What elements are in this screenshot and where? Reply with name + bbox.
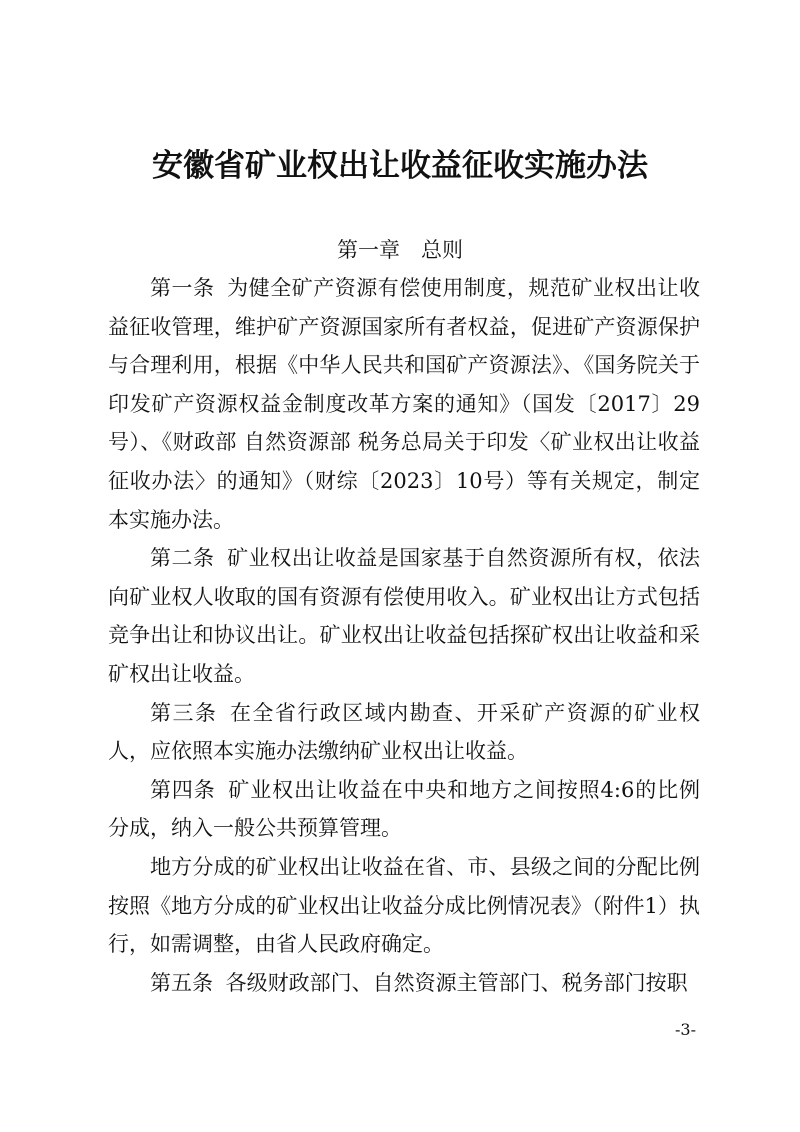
article-paragraph — [108, 964, 700, 1003]
article-number: 第二条 — [150, 546, 215, 571]
document-body — [108, 269, 700, 1002]
article-text: 为健全矿产资源有偿使用制度，规范矿业权出让收益征收管理，维护矿产资源国家所有者权益，促进矿产资源保护与合理利用，根据《中华人民共和国矿产资源法》、《国务院关于印发矿产资源权益金制度改革方案的通知》（国发〔2017〕29号）、《财政部 自然资源部 税务总局关于印发〈矿业权出让收益征收办法〉的通知》（财综〔2023〕10号）等有关规定，制定本实施办法。 — [108, 276, 701, 532]
chapter-heading: 第一章 总则 — [337, 238, 463, 262]
article-text: 各级财政部门、自然资源主管部门、税务部门按职 — [225, 970, 688, 995]
article-text: 在全省行政区域内勘查、开采矿产资源的矿业权人，应依照本实施办法缴纳矿业权出让收益。 — [108, 700, 701, 764]
article-number: 第三条 — [150, 700, 218, 725]
article-paragraph — [108, 771, 700, 848]
article-text: 矿业权出让收益在中央和地方之间按照4:6的比例分成，纳入一般公共预算管理。 — [108, 777, 701, 841]
article-text: 矿业权出让收益是国家基于自然资源所有权，依法向矿业权人收取的国有资源有偿使用收入。矿业权出让方式包括竞争出让和协议出让。矿业权出让收益包括探矿权出让收益和采矿权出让收益。 — [108, 546, 701, 686]
article-paragraph — [108, 269, 700, 539]
article-paragraph — [108, 539, 700, 693]
page-number: -3- — [675, 1020, 696, 1039]
continuation-paragraph — [108, 848, 700, 964]
article-paragraph — [108, 694, 700, 771]
paragraph-text: 地方分成的矿业权出让收益在省、市、县级之间的分配比例按照《地方分成的矿业权出让收益分成比例情况表》（附件1）执行，如需调整，由省人民政府确定。 — [108, 854, 700, 957]
article-number: 第四条 — [150, 777, 216, 802]
article-number: 第五条 — [150, 970, 213, 995]
article-number: 第一条 — [150, 276, 215, 300]
document-title: 安徽省矿业权出让收益征收实施办法 — [152, 148, 648, 184]
